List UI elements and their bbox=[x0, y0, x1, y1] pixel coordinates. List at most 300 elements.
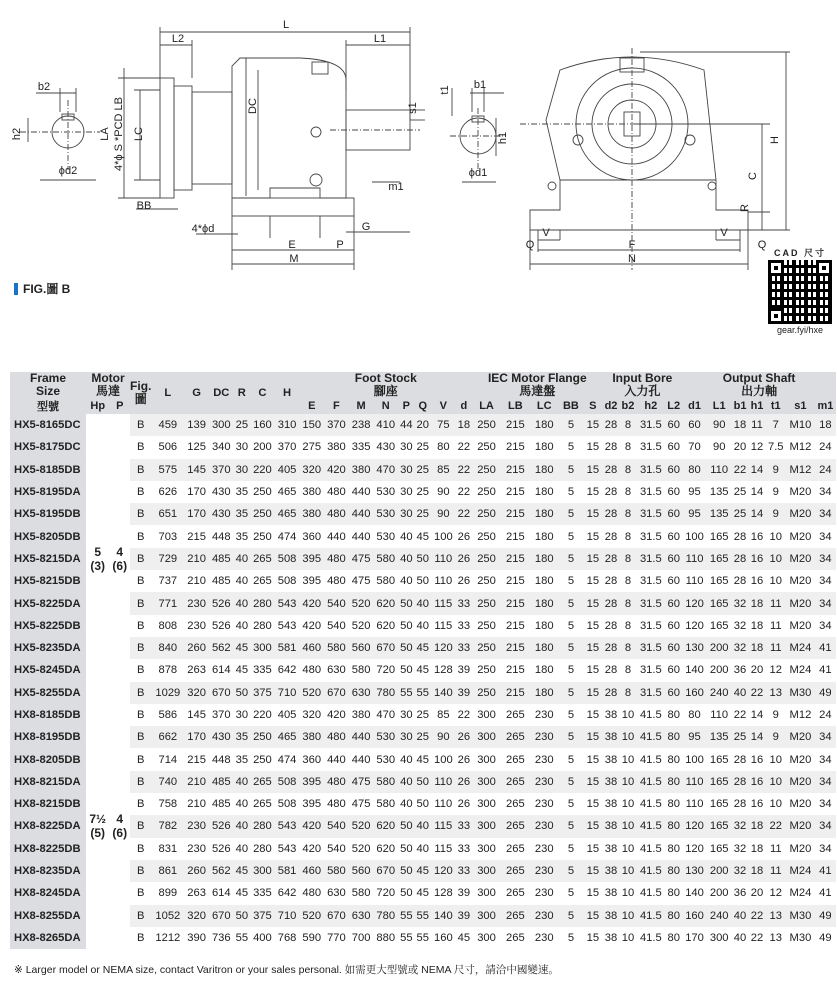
table-cell: 5 bbox=[559, 637, 584, 659]
dim-LC: LC bbox=[133, 126, 145, 142]
table-cell: 520 bbox=[299, 905, 324, 927]
table-cell: 5 bbox=[559, 525, 584, 547]
table-cell: 474 bbox=[275, 748, 300, 770]
table-cell: 31.5 bbox=[636, 414, 665, 436]
frame-size-cell: HX5-8225DA bbox=[10, 592, 86, 614]
table-cell: 22 bbox=[456, 436, 472, 458]
table-cell: M20 bbox=[786, 748, 815, 770]
table-cell: 165 bbox=[707, 748, 732, 770]
table-cell: 265 bbox=[501, 927, 530, 949]
table-cell: 370 bbox=[324, 414, 349, 436]
table-row bbox=[10, 592, 836, 614]
table-row bbox=[10, 481, 836, 503]
table-cell: 15 bbox=[583, 503, 602, 525]
table-cell: 31.5 bbox=[636, 570, 665, 592]
table-cell: 485 bbox=[209, 548, 234, 570]
table-cell: 180 bbox=[530, 414, 559, 436]
table-cell: B bbox=[130, 459, 151, 481]
table-cell: 95 bbox=[682, 726, 707, 748]
header-G: G bbox=[184, 372, 209, 414]
table-cell: 390 bbox=[184, 927, 209, 949]
table-cell: 55 bbox=[398, 905, 414, 927]
table-cell: 10 bbox=[619, 882, 636, 904]
table-cell: 50 bbox=[415, 793, 431, 815]
table-cell: 30 bbox=[234, 436, 250, 458]
table-cell: 165 bbox=[707, 592, 732, 614]
table-cell: 110 bbox=[707, 459, 732, 481]
table-cell: 410 bbox=[373, 414, 398, 436]
table-cell: 10 bbox=[619, 927, 636, 949]
table-cell: 5 bbox=[559, 548, 584, 570]
table-cell: M20 bbox=[786, 726, 815, 748]
table-cell: 480 bbox=[324, 503, 349, 525]
table-cell: 60 bbox=[665, 659, 682, 681]
table-cell: 250 bbox=[472, 414, 501, 436]
table-cell: 15 bbox=[583, 815, 602, 837]
table-cell: 580 bbox=[349, 659, 374, 681]
table-cell: M10 bbox=[786, 414, 815, 436]
table-cell: 26 bbox=[456, 726, 472, 748]
table-cell: 220 bbox=[250, 704, 275, 726]
cad-qr-block[interactable] bbox=[763, 246, 837, 335]
table-cell: 5 bbox=[559, 860, 584, 882]
table-cell: B bbox=[130, 637, 151, 659]
table-cell: 28 bbox=[603, 481, 620, 503]
table-cell: M20 bbox=[786, 570, 815, 592]
table-cell: 34 bbox=[815, 570, 836, 592]
table-cell: 55 bbox=[415, 927, 431, 949]
qr-url[interactable]: gear.fyi/hxe bbox=[776, 325, 824, 335]
table-cell: 300 bbox=[250, 637, 275, 659]
table-cell: 160 bbox=[682, 905, 707, 927]
table-cell: B bbox=[130, 615, 151, 637]
table-cell: 40 bbox=[732, 682, 749, 704]
table-cell: 215 bbox=[501, 503, 530, 525]
table-cell: 22 bbox=[456, 459, 472, 481]
table-cell: 440 bbox=[349, 525, 374, 547]
table-cell: 15 bbox=[583, 793, 602, 815]
table-cell: 8 bbox=[619, 503, 636, 525]
table-cell: 16 bbox=[749, 525, 766, 547]
table-cell: 180 bbox=[530, 548, 559, 570]
table-cell: 34 bbox=[815, 592, 836, 614]
table-cell: 508 bbox=[275, 570, 300, 592]
table-cell: B bbox=[130, 414, 151, 436]
table-cell: 110 bbox=[682, 548, 707, 570]
frame-size-cell: HX8-8215DB bbox=[10, 793, 86, 815]
table-cell: 28 bbox=[603, 548, 620, 570]
table-row bbox=[10, 659, 836, 681]
header-LB: LB bbox=[501, 398, 530, 414]
frame-size-cell: HX5-8195DB bbox=[10, 503, 86, 525]
table-cell: 39 bbox=[456, 905, 472, 927]
table-cell: 135 bbox=[707, 503, 732, 525]
table-cell: 45 bbox=[415, 882, 431, 904]
frame-size-cell: HX8-8245DA bbox=[10, 882, 86, 904]
table-cell: 530 bbox=[373, 748, 398, 770]
table-cell: 16 bbox=[749, 793, 766, 815]
table-cell: 15 bbox=[583, 882, 602, 904]
table-cell: 310 bbox=[275, 414, 300, 436]
table-cell: 250 bbox=[250, 481, 275, 503]
table-cell: 35 bbox=[234, 748, 250, 770]
table-cell: 10 bbox=[619, 726, 636, 748]
table-cell: M20 bbox=[786, 503, 815, 525]
table-cell: 520 bbox=[349, 592, 374, 614]
table-cell: 265 bbox=[250, 548, 275, 570]
qr-code-icon[interactable] bbox=[768, 260, 832, 324]
table-cell: 28 bbox=[603, 414, 620, 436]
table-cell: 45 bbox=[456, 927, 472, 949]
table-cell: 5 bbox=[559, 927, 584, 949]
table-cell: 880 bbox=[373, 927, 398, 949]
table-cell: 34 bbox=[815, 726, 836, 748]
table-cell: 60 bbox=[665, 503, 682, 525]
table-cell: 300 bbox=[209, 414, 234, 436]
table-cell: 200 bbox=[707, 860, 732, 882]
table-cell: 581 bbox=[275, 637, 300, 659]
dim-V-right: V bbox=[720, 227, 728, 239]
table-cell: 5 bbox=[559, 726, 584, 748]
table-cell: 729 bbox=[151, 548, 184, 570]
table-cell: 38 bbox=[603, 905, 620, 927]
table-cell: 41.5 bbox=[636, 771, 665, 793]
table-cell: 180 bbox=[530, 615, 559, 637]
table-cell: 508 bbox=[275, 771, 300, 793]
table-cell: 28 bbox=[732, 525, 749, 547]
header-d1: d1 bbox=[682, 398, 707, 414]
table-cell: 22 bbox=[765, 815, 786, 837]
table-cell: 620 bbox=[373, 815, 398, 837]
header-iec-flange: IEC Motor Flange 馬達盤 bbox=[472, 372, 602, 398]
table-cell: 28 bbox=[603, 503, 620, 525]
table-cell: 465 bbox=[275, 726, 300, 748]
table-cell: M20 bbox=[786, 771, 815, 793]
table-cell: 15 bbox=[583, 838, 602, 860]
table-cell: 420 bbox=[299, 615, 324, 637]
table-cell: 34 bbox=[815, 503, 836, 525]
table-cell: 405 bbox=[275, 459, 300, 481]
table-cell: 215 bbox=[501, 637, 530, 659]
table-cell: 26 bbox=[456, 548, 472, 570]
table-cell: 8 bbox=[619, 570, 636, 592]
table-cell: 40 bbox=[234, 815, 250, 837]
table-cell: 34 bbox=[815, 525, 836, 547]
table-cell: 405 bbox=[275, 704, 300, 726]
table-cell: 50 bbox=[398, 615, 414, 637]
header-d2: d2 bbox=[603, 398, 620, 414]
table-cell: 360 bbox=[299, 525, 324, 547]
table-cell: 265 bbox=[501, 815, 530, 837]
table-cell: 28 bbox=[603, 659, 620, 681]
table-cell: 26 bbox=[456, 525, 472, 547]
table-cell: 110 bbox=[682, 793, 707, 815]
table-cell: 200 bbox=[707, 659, 732, 681]
table-cell: M20 bbox=[786, 815, 815, 837]
footnote: ※ Larger model or NEMA size, contact Varitron or your sales personal. 如需更大型號或 NEMA 尺寸，請洽中國變速。 bbox=[14, 964, 559, 976]
table-cell: B bbox=[130, 771, 151, 793]
table-cell: 485 bbox=[209, 771, 234, 793]
header-t1: t1 bbox=[765, 398, 786, 414]
table-cell: 250 bbox=[472, 436, 501, 458]
table-cell: 128 bbox=[431, 882, 456, 904]
table-cell: 75 bbox=[431, 414, 456, 436]
dim-pcd: 4*ϕ S *PCD LB bbox=[113, 96, 125, 172]
table-cell: 32 bbox=[732, 592, 749, 614]
table-cell: 45 bbox=[415, 748, 431, 770]
header-N: N bbox=[373, 398, 398, 414]
table-cell: 710 bbox=[275, 905, 300, 927]
table-cell: 250 bbox=[472, 525, 501, 547]
table-cell: 240 bbox=[707, 905, 732, 927]
table-cell: 430 bbox=[209, 503, 234, 525]
table-cell: 620 bbox=[373, 615, 398, 637]
header-output-shaft: Output Shaft 出力軸 bbox=[682, 372, 836, 398]
table-cell: 18 bbox=[815, 414, 836, 436]
table-cell: M30 bbox=[786, 927, 815, 949]
dim-E: E bbox=[288, 239, 296, 251]
table-cell: 470 bbox=[373, 704, 398, 726]
header-foot-stock: Foot Stock 腳座 bbox=[299, 372, 472, 398]
table-cell: 95 bbox=[682, 481, 707, 503]
frame-size-cell: HX5-8245DA bbox=[10, 659, 86, 681]
table-cell: 39 bbox=[456, 882, 472, 904]
table-cell: 420 bbox=[299, 592, 324, 614]
table-row bbox=[10, 682, 836, 704]
table-cell: 180 bbox=[530, 459, 559, 481]
header-h2: h2 bbox=[636, 398, 665, 414]
table-row bbox=[10, 414, 836, 436]
table-cell: 380 bbox=[349, 704, 374, 726]
table-cell: 15 bbox=[583, 436, 602, 458]
table-cell: 165 bbox=[707, 525, 732, 547]
table-cell: B bbox=[130, 659, 151, 681]
table-cell: 440 bbox=[324, 525, 349, 547]
table-cell: 380 bbox=[299, 503, 324, 525]
table-cell: 38 bbox=[603, 927, 620, 949]
dim-holes: 4*ϕd bbox=[191, 223, 215, 235]
table-cell: 480 bbox=[324, 481, 349, 503]
table-cell: 440 bbox=[324, 748, 349, 770]
table-cell: 448 bbox=[209, 748, 234, 770]
table-cell: 250 bbox=[472, 548, 501, 570]
table-cell: 32 bbox=[732, 815, 749, 837]
table-cell: 10 bbox=[619, 905, 636, 927]
table-cell: 230 bbox=[530, 748, 559, 770]
frame-size-cell: HX5-8205DB bbox=[10, 525, 86, 547]
table-cell: 31.5 bbox=[636, 503, 665, 525]
motor-p-cell: 4 (6) bbox=[109, 704, 130, 949]
table-cell: 782 bbox=[151, 815, 184, 837]
table-cell: 80 bbox=[665, 726, 682, 748]
table-cell: 18 bbox=[749, 637, 766, 659]
motor-hp-cell: 7½ (5) bbox=[86, 704, 109, 949]
table-cell: 300 bbox=[472, 704, 501, 726]
table-cell: 335 bbox=[250, 659, 275, 681]
table-row bbox=[10, 637, 836, 659]
table-cell: 38 bbox=[603, 838, 620, 860]
table-cell: 18 bbox=[749, 838, 766, 860]
table-cell: 128 bbox=[431, 659, 456, 681]
dim-h2: h2 bbox=[11, 127, 23, 141]
table-cell: 45 bbox=[415, 659, 431, 681]
table-cell: 8 bbox=[619, 436, 636, 458]
table-cell: 12 bbox=[749, 436, 766, 458]
table-cell: B bbox=[130, 815, 151, 837]
table-cell: 1029 bbox=[151, 682, 184, 704]
table-cell: 440 bbox=[349, 748, 374, 770]
table-cell: M20 bbox=[786, 481, 815, 503]
table-cell: 620 bbox=[373, 592, 398, 614]
table-cell: 5 bbox=[559, 436, 584, 458]
table-cell: 26 bbox=[456, 570, 472, 592]
table-cell: M20 bbox=[786, 548, 815, 570]
table-cell: 50 bbox=[415, 548, 431, 570]
table-cell: 34 bbox=[815, 815, 836, 837]
table-cell: 120 bbox=[431, 637, 456, 659]
table-cell: 808 bbox=[151, 615, 184, 637]
table-cell: 50 bbox=[415, 570, 431, 592]
dim-L1: L1 bbox=[373, 33, 387, 45]
table-cell: 5 bbox=[559, 838, 584, 860]
table-cell: 230 bbox=[530, 838, 559, 860]
table-cell: 263 bbox=[184, 882, 209, 904]
table-cell: 370 bbox=[275, 436, 300, 458]
table-cell: 250 bbox=[250, 503, 275, 525]
table-cell: 861 bbox=[151, 860, 184, 882]
table-cell: 34 bbox=[815, 793, 836, 815]
table-cell: 135 bbox=[707, 726, 732, 748]
table-cell: 28 bbox=[603, 525, 620, 547]
table-cell: 38 bbox=[603, 793, 620, 815]
table-cell: 28 bbox=[603, 682, 620, 704]
table-cell: 230 bbox=[530, 793, 559, 815]
table-cell: 16 bbox=[749, 570, 766, 592]
table-cell: 586 bbox=[151, 704, 184, 726]
table-cell: 526 bbox=[209, 838, 234, 860]
table-cell: 1052 bbox=[151, 905, 184, 927]
table-cell: 40 bbox=[398, 525, 414, 547]
frame-size-cell: HX8-8225DA bbox=[10, 815, 86, 837]
table-cell: 758 bbox=[151, 793, 184, 815]
table-cell: 41.5 bbox=[636, 815, 665, 837]
table-cell: 485 bbox=[209, 793, 234, 815]
table-cell: 39 bbox=[456, 659, 472, 681]
table-cell: 480 bbox=[299, 659, 324, 681]
table-cell: 34 bbox=[815, 748, 836, 770]
table-cell: 34 bbox=[815, 481, 836, 503]
dim-m1: m1 bbox=[388, 181, 404, 193]
table-cell: 16 bbox=[749, 548, 766, 570]
table-cell: 15 bbox=[583, 726, 602, 748]
table-cell: 41.5 bbox=[636, 905, 665, 927]
dim-Q-right: Q bbox=[757, 239, 767, 251]
table-cell: 15 bbox=[583, 548, 602, 570]
table-cell: 580 bbox=[324, 860, 349, 882]
table-cell: 80 bbox=[665, 882, 682, 904]
table-cell: 5 bbox=[559, 682, 584, 704]
table-cell: 540 bbox=[324, 615, 349, 637]
table-cell: 459 bbox=[151, 414, 184, 436]
table-cell: 662 bbox=[151, 726, 184, 748]
table-cell: 41 bbox=[815, 659, 836, 681]
table-cell: 562 bbox=[209, 860, 234, 882]
dim-N: N bbox=[628, 253, 636, 265]
table-cell: 506 bbox=[151, 436, 184, 458]
table-row bbox=[10, 726, 836, 748]
table-cell: 18 bbox=[456, 414, 472, 436]
table-cell: 31.5 bbox=[636, 436, 665, 458]
table-cell: 240 bbox=[707, 682, 732, 704]
table-cell: 33 bbox=[456, 838, 472, 860]
table-cell: 460 bbox=[299, 637, 324, 659]
table-cell: 770 bbox=[324, 927, 349, 949]
table-cell: 543 bbox=[275, 592, 300, 614]
table-cell: 11 bbox=[749, 414, 766, 436]
table-cell: 165 bbox=[707, 793, 732, 815]
qr-caption: CAD 尺寸 bbox=[774, 248, 826, 258]
table-cell: M24 bbox=[786, 860, 815, 882]
frame-size-cell: HX5-8165DC bbox=[10, 414, 86, 436]
table-cell: 300 bbox=[472, 927, 501, 949]
table-cell: 440 bbox=[349, 481, 374, 503]
table-cell: B bbox=[130, 793, 151, 815]
table-cell: 14 bbox=[749, 726, 766, 748]
table-cell: 85 bbox=[431, 704, 456, 726]
table-cell: 614 bbox=[209, 659, 234, 681]
table-cell: 300 bbox=[472, 838, 501, 860]
dim-C: C bbox=[747, 172, 759, 180]
table-cell: 200 bbox=[250, 436, 275, 458]
table-cell: 215 bbox=[501, 659, 530, 681]
figure-label bbox=[14, 280, 70, 297]
table-cell: B bbox=[130, 503, 151, 525]
table-cell: 642 bbox=[275, 659, 300, 681]
table-cell: 28 bbox=[603, 615, 620, 637]
table-cell: 335 bbox=[250, 882, 275, 904]
table-cell: 215 bbox=[501, 592, 530, 614]
table-cell: 160 bbox=[682, 682, 707, 704]
table-cell: 40 bbox=[234, 548, 250, 570]
table-row bbox=[10, 905, 836, 927]
table-cell: 485 bbox=[209, 570, 234, 592]
table-cell: 250 bbox=[250, 726, 275, 748]
table-cell: B bbox=[130, 548, 151, 570]
table-cell: 899 bbox=[151, 882, 184, 904]
table-cell: 32 bbox=[732, 860, 749, 882]
table-cell: 80 bbox=[431, 436, 456, 458]
table-cell: 25 bbox=[415, 481, 431, 503]
table-cell: 430 bbox=[209, 726, 234, 748]
table-cell: 5 bbox=[559, 592, 584, 614]
table-cell: 40 bbox=[398, 748, 414, 770]
table-cell: 250 bbox=[472, 659, 501, 681]
table-cell: 710 bbox=[275, 682, 300, 704]
table-cell: 41.5 bbox=[636, 704, 665, 726]
table-cell: 580 bbox=[373, 793, 398, 815]
table-cell: 15 bbox=[583, 659, 602, 681]
table-cell: 470 bbox=[373, 459, 398, 481]
table-cell: 139 bbox=[184, 414, 209, 436]
table-cell: 10 bbox=[765, 793, 786, 815]
figure-bar-icon bbox=[14, 283, 18, 295]
table-cell: 55 bbox=[234, 927, 250, 949]
header-C: C bbox=[250, 372, 275, 414]
table-cell: 50 bbox=[398, 815, 414, 837]
dim-V-left: V bbox=[542, 227, 550, 239]
table-cell: 14 bbox=[749, 481, 766, 503]
table-cell: 80 bbox=[682, 704, 707, 726]
